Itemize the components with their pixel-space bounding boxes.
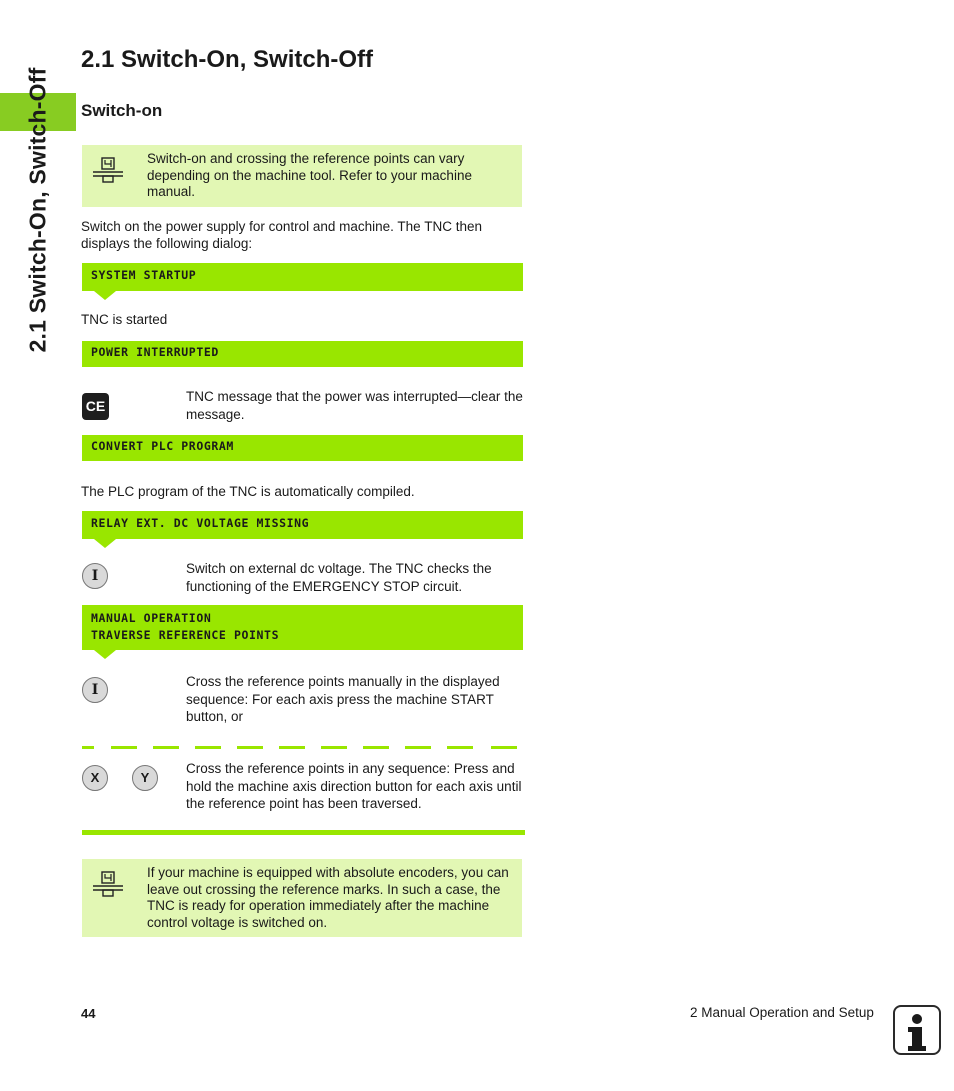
or-separator xyxy=(82,746,523,749)
switch-dc-text: Switch on external dc voltage. The TNC checks the functioning of the EMERGENCY STOP circuit. xyxy=(186,561,492,594)
intro-text: Switch on the power supply for control and machine. The TNC then displays the following dialog: xyxy=(81,219,482,251)
flow-arrow xyxy=(94,539,116,548)
dialog-manual-operation-label: MANUAL OPERATION xyxy=(91,611,212,625)
plc-compiled-text: The PLC program of the TNC is automatically compiled. xyxy=(81,484,415,499)
dialog-relay-missing xyxy=(82,511,523,539)
axis-x-key[interactable]: X xyxy=(82,765,108,791)
dialog-manual-operation xyxy=(82,605,523,650)
axis-y-key[interactable]: Y xyxy=(132,765,158,791)
dialog-system-startup-label: SYSTEM STARTUP xyxy=(91,268,197,282)
machine-start-key[interactable]: I xyxy=(82,563,108,589)
page-number: 44 xyxy=(81,1006,96,1021)
section-end-line xyxy=(82,830,525,835)
chapter-sidebar xyxy=(0,0,76,380)
dialog-power-interrupted xyxy=(82,341,523,367)
dialog-traverse-ref-label: TRAVERSE REFERENCE POINTS xyxy=(91,628,280,642)
cross-displayed-text: Cross the reference points manually in the displayed sequence: For each axis press the machine START button, or xyxy=(186,674,500,724)
dialog-relay-missing-label: RELAY EXT. DC VOLTAGE MISSING xyxy=(91,516,310,530)
flow-arrow xyxy=(94,650,116,659)
encoder-note xyxy=(82,859,522,937)
section-heading: Switch-on xyxy=(81,101,163,120)
flow-arrow xyxy=(94,291,116,300)
info-glyph xyxy=(895,1007,939,1053)
dialog-power-interrupted-label: POWER INTERRUPTED xyxy=(91,345,219,359)
machine-tool-icon xyxy=(92,157,124,183)
ce-key[interactable]: CE xyxy=(82,393,109,420)
dialog-convert-plc xyxy=(82,435,523,461)
machine-start-key[interactable]: I xyxy=(82,677,108,703)
dialog-convert-plc-label: CONVERT PLC PROGRAM xyxy=(91,439,234,453)
encoder-note-text: If your machine is equipped with absolute encoders, you can leave out crossing the reference marks. In such a case, the TNC is ready for operation immediately after the machine control voltage is switched on. xyxy=(147,865,509,930)
chapter-sidebar-label: 2.1 Switch-On, Switch-Off xyxy=(24,67,51,353)
dialog-system-startup xyxy=(82,263,523,291)
cross-any-text: Cross the reference points in any sequence: Press and hold the machine axis direction button for each axis until the reference point has been traversed. xyxy=(186,761,522,811)
footer-chapter: 2 Manual Operation and Setup xyxy=(690,1005,874,1020)
power-message-text: TNC message that the power was interrupted—clear the message. xyxy=(186,389,523,422)
machine-note-text: Switch-on and crossing the reference points can vary depending on the machine tool. Refer to your machine manual. xyxy=(147,151,472,199)
info-icon xyxy=(893,1005,941,1055)
machine-note xyxy=(82,145,522,207)
machine-tool-icon xyxy=(92,871,124,897)
tnc-started-text: TNC is started xyxy=(81,312,168,327)
page-title: 2.1 Switch-On, Switch-Off xyxy=(81,46,374,73)
